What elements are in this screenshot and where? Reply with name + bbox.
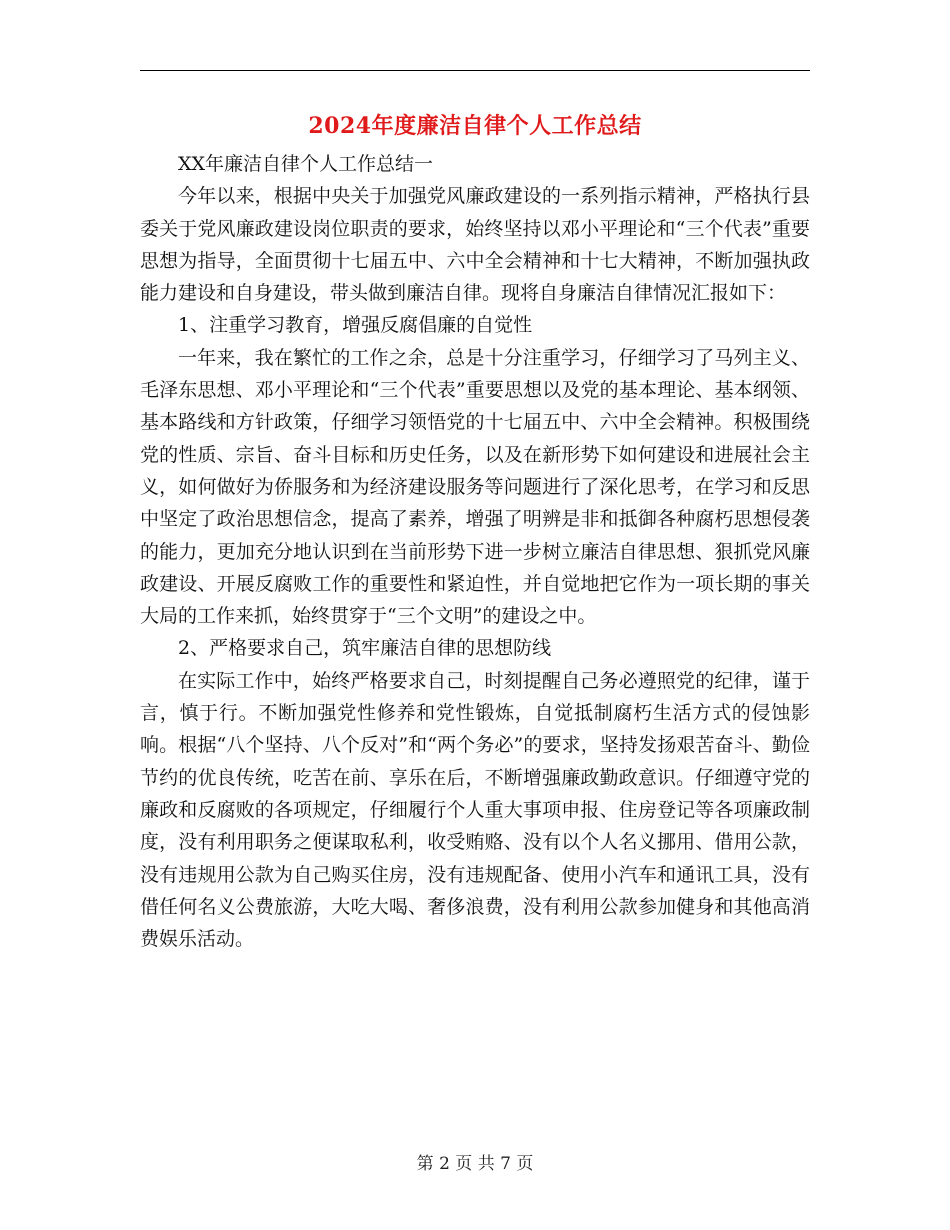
section-heading-1: 1、注重学习教育，增强反腐倡廉的自觉性 [178, 314, 533, 337]
header-rule [140, 70, 810, 71]
paragraph-section-2: 在实际工作中，始终严格要求自己，时刻提醒自己务必遵照党的纪律，谨于言，慎于行。不断加强党性修养和党性锻炼，自觉抵制腐朽生活方式的侵蚀影响。根据“八个坚持、八个反对”和“两个务必”的要求，坚持发扬艰苦奋斗、勤俭节约的优良传统，吃苦在前、享乐在后，不断增强廉政勤政意识。仔细遵守党的廉政和反腐败的各项规定，仔细履行个人重大事项申报、住房登记等各项廉政制度，没有利用职务之便谋取私利，收受贿赂、没有以个人名义挪用、借用公款，没有违规用公款为自己购买住房，没有违规配备、使用小汽车和通讯工具，没有借任何名义公费旅游，大吃大喝、奢侈浪费，没有利用公款参加健身和其他高消费娱乐活动。 [140, 669, 810, 951]
section-heading-2: 2、严格要求自己，筑牢廉洁自律的思想防线 [178, 637, 552, 660]
paragraph-subtitle: XX年廉洁自律个人工作总结一 [178, 153, 434, 175]
page-number-footer: 第 2 页 共 7 页 [416, 1154, 534, 1174]
document-body [140, 148, 810, 955]
paragraph-section-1: 一年来，我在繁忙的工作之余，总是十分注重学习，仔细学习了马列主义、毛泽东思想、邓小平理论和“三个代表”重要思想以及党的基本理论、基本纲领、基本路线和方针政策，仔细学习领悟党的十七届五中、六中全会精神。积极围绕党的性质、宗旨、奋斗目标和历史任务，以及在新形势下如何建设和进展社会主义，如何做好为侨服务和为经济建设服务等问题进行了深化思考，在学习和反思中坚定了政治思想信念，提高了素养，增强了明辨是非和抵御各种腐朽思想侵袭的能力，更加充分地认识到在当前形势下进一步树立廉洁自律思想、狠抓党风廉政建设、开展反腐败工作的重要性和紧迫性，并自觉地把它作为一项长期的事关大局的工作来抓，始终贯穿于“三个文明”的建设之中。 [140, 346, 810, 628]
paragraph-intro: 今年以来，根据中央关于加强党风廉政建设的一系列指示精神，严格执行县委关于党风廉政建设岗位职责的要求，始终坚持以邓小平理论和“三个代表”重要思想为指导，全面贯彻十七届五中、六中全会精神和十七大精神，不断加强执政能力建设和自身建设，带头做到廉洁自律。现将自身廉洁自律情况汇报如下： [140, 185, 810, 305]
document-title: 2024年度廉洁自律个人工作总结 [308, 113, 642, 139]
